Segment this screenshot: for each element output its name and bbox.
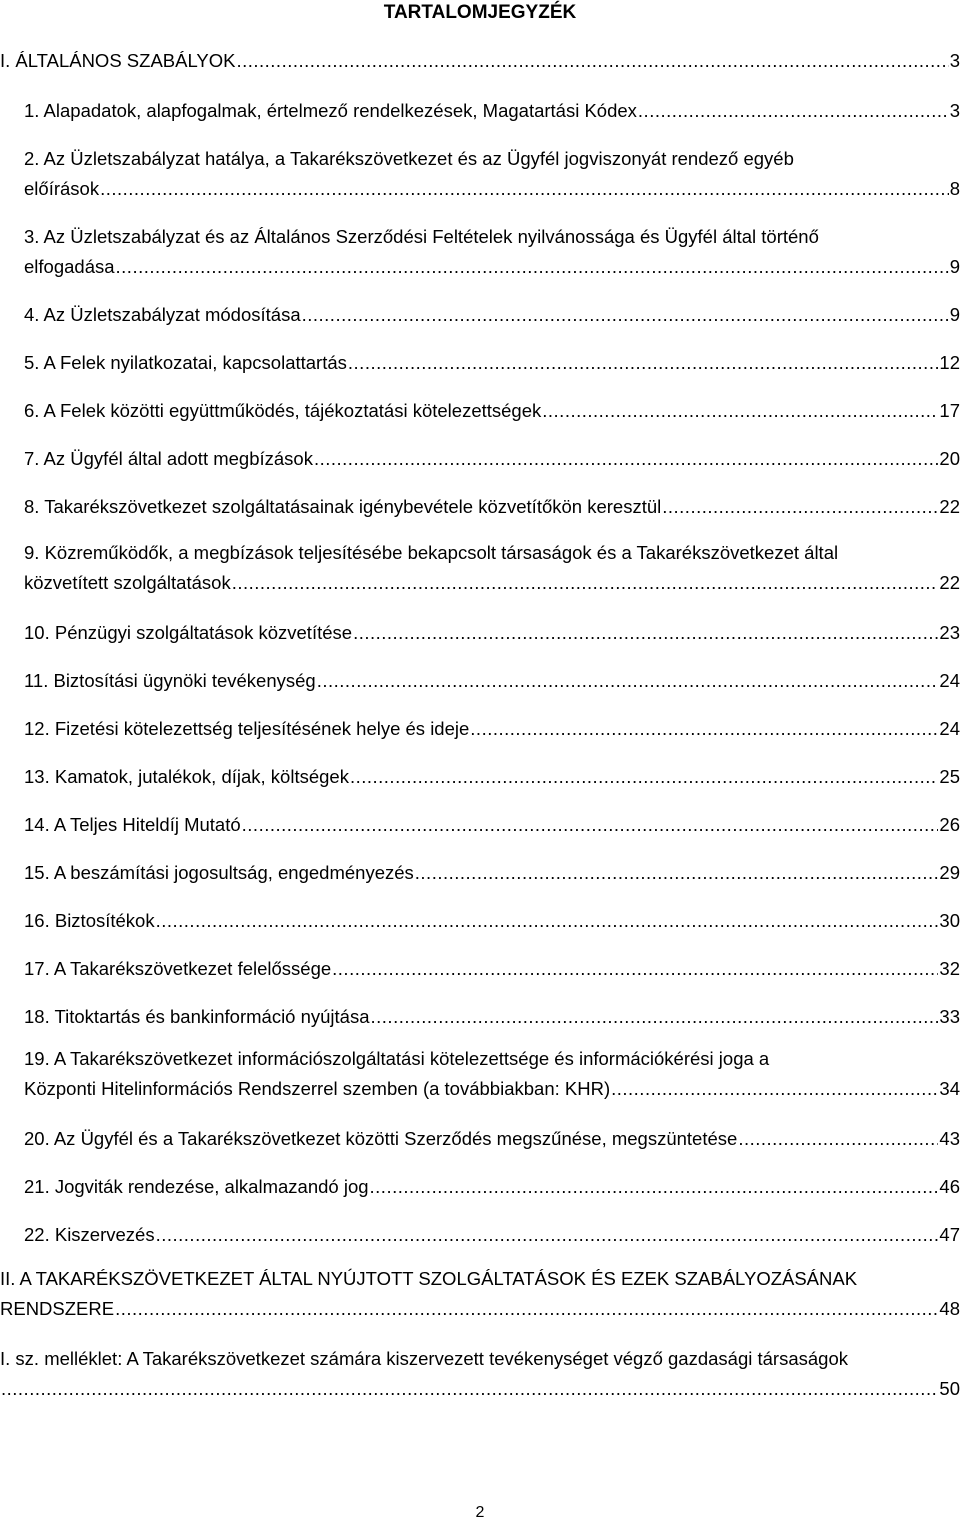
toc-entry-title: 5. A Felek nyilatkozatai, kapcsolattartás	[24, 352, 347, 373]
toc-entry[interactable]	[0, 1344, 960, 1404]
toc-leader-dots	[470, 714, 938, 744]
toc-entry[interactable]	[24, 1124, 960, 1154]
toc-page-number: 25	[939, 766, 960, 787]
toc-entry-title: 18. Titoktartás és bankinformáció nyújtása	[24, 1006, 370, 1027]
toc-page-number: 43	[939, 1128, 960, 1149]
toc-entry-title: 7. Az Ügyfél által adott megbízások	[24, 448, 313, 469]
toc-leader-dots	[242, 810, 939, 840]
toc-page-number: 9	[949, 256, 960, 277]
toc-leader-dots	[317, 666, 939, 696]
toc-entry-line	[24, 762, 960, 792]
toc-leader-dots	[236, 46, 948, 76]
toc-leader-dots	[611, 1074, 938, 1104]
toc-entry-line	[24, 96, 960, 126]
toc-page-number: 24	[939, 718, 960, 739]
toc-page-number: 50	[939, 1378, 960, 1399]
toc-entry-line	[24, 444, 960, 474]
toc-entry-title: 11. Biztosítási ügynöki tevékenység	[24, 670, 316, 691]
toc-entry-line	[24, 858, 960, 888]
toc-entry-title: 4. Az Üzletszabályzat módosítása	[24, 304, 301, 325]
toc-leader-dots	[332, 954, 938, 984]
toc-page-number: 3	[949, 50, 960, 71]
toc-entry-line	[24, 618, 960, 648]
toc-entry-line	[24, 300, 960, 330]
toc-entry-title: 12. Fizetési kötelezettség teljesítésének helye és ideje	[24, 718, 470, 739]
toc-entry-title: 8. Takarékszövetkezet szolgáltatásainak igénybevétele közvetítőkön keresztül	[24, 496, 662, 517]
toc-entry-line	[0, 1374, 960, 1404]
toc-entry-title: 22. Kiszervezés	[24, 1224, 155, 1245]
toc-entry[interactable]	[0, 46, 960, 76]
toc-entry[interactable]	[24, 1172, 960, 1202]
toc-leader-dots	[156, 1220, 939, 1250]
toc-entry-title: 20. Az Ügyfél és a Takarékszövetkezet közötti Szerződés megszűnése, megszüntetése	[24, 1128, 738, 1149]
toc-entry-title-line: 3. Az Üzletszabályzat és az Általános Szerződési Feltételek nyilvánossága és Ügyfél által történő	[24, 226, 819, 247]
toc-entry[interactable]	[24, 348, 960, 378]
toc-entry-title: közvetített szolgáltatások	[24, 572, 231, 593]
toc-leader-dots	[232, 568, 939, 598]
toc-leader-dots	[638, 96, 949, 126]
toc-leader-dots	[353, 618, 938, 648]
toc-entry-line	[24, 666, 960, 696]
toc-page-number: 12	[939, 352, 960, 373]
toc-entry-line	[24, 1172, 960, 1202]
toc-page-number: 23	[939, 622, 960, 643]
toc-page-number: 17	[939, 400, 960, 421]
toc-entry[interactable]	[24, 1220, 960, 1250]
toc-entry-title: elfogadása	[24, 256, 115, 277]
toc-entry-title: 16. Biztosítékok	[24, 910, 155, 931]
toc-entry-title-line: 2. Az Üzletszabályzat hatálya, a Takarékszövetkezet és az Ügyfél jogviszonyát rendező egyéb	[24, 148, 794, 169]
toc-entry-title: 15. A beszámítási jogosultság, engedményezés	[24, 862, 414, 883]
toc-entry-title: előírások	[24, 178, 100, 199]
toc-page-number: 29	[939, 862, 960, 883]
toc-leader-dots	[738, 1124, 938, 1154]
toc-entry-title: 1. Alapadatok, alapfogalmak, értelmező rendelkezések, Magatartási Kódex	[24, 100, 637, 121]
toc-page-number: 32	[939, 958, 960, 979]
toc-entry[interactable]	[24, 222, 960, 282]
toc-entry[interactable]	[24, 538, 960, 598]
toc-leader-dots	[100, 174, 949, 204]
toc-entry-line	[24, 492, 960, 522]
toc-entry-line	[24, 396, 960, 426]
toc-entry-line	[0, 46, 960, 76]
toc-title: TARTALOMJEGYZÉK	[383, 2, 577, 23]
toc-leader-dots	[662, 492, 938, 522]
toc-page-number: 47	[939, 1224, 960, 1245]
toc-entry-title: 13. Kamatok, jutalékok, díjak, költségek	[24, 766, 349, 787]
toc-page-number: 46	[939, 1176, 960, 1197]
toc-leader-dots	[350, 762, 938, 792]
toc-leader-dots	[314, 444, 938, 474]
toc-entry-title: 6. A Felek közötti együttműködés, tájékoztatási kötelezettségek	[24, 400, 542, 421]
toc-page-number: 22	[939, 572, 960, 593]
toc-leader-dots	[1, 1374, 938, 1404]
toc-page-number: 9	[949, 304, 960, 325]
toc-entry-line	[24, 1074, 960, 1104]
toc-entry[interactable]	[24, 810, 960, 840]
toc-leader-dots	[370, 1172, 939, 1202]
toc-leader-dots	[156, 906, 939, 936]
toc-entry[interactable]	[24, 396, 960, 426]
toc-page-number: 3	[949, 100, 960, 121]
toc-entry-title: 10. Pénzügyi szolgáltatások közvetítése	[24, 622, 353, 643]
toc-entry-line	[0, 1294, 960, 1324]
toc-leader-dots	[371, 1002, 939, 1032]
toc-page-number: 33	[939, 1006, 960, 1027]
toc-entry-title: I. ÁLTALÁNOS SZABÁLYOK	[0, 50, 236, 71]
toc-entry[interactable]	[0, 1264, 960, 1324]
toc-entry-title: Központi Hitelinformációs Rendszerrel szemben (a továbbiakban: KHR)	[24, 1078, 611, 1099]
toc-entry-line	[24, 568, 960, 598]
toc-entry[interactable]	[24, 144, 960, 204]
toc-entry-line	[24, 714, 960, 744]
toc-page-number: 34	[939, 1078, 960, 1099]
toc-page-number: 8	[949, 178, 960, 199]
toc-entry-line	[24, 348, 960, 378]
toc-leader-dots	[542, 396, 938, 426]
toc-entry[interactable]	[24, 762, 960, 792]
toc-leader-dots	[116, 252, 949, 282]
toc-entry[interactable]	[24, 300, 960, 330]
toc-page-number: 20	[939, 448, 960, 469]
toc-leader-dots	[302, 300, 949, 330]
toc-entry[interactable]	[24, 96, 960, 126]
toc-entry-title: 14. A Teljes Hiteldíj Mutató	[24, 814, 241, 835]
toc-entry[interactable]	[24, 714, 960, 744]
toc-entry[interactable]	[24, 1044, 960, 1104]
toc-page-number: 48	[939, 1298, 960, 1319]
toc-page-number: 26	[939, 814, 960, 835]
toc-leader-dots	[348, 348, 939, 378]
toc-page-number: 30	[939, 910, 960, 931]
page-number: 2	[475, 1504, 485, 1521]
toc-entry-line	[24, 906, 960, 936]
toc-entry[interactable]	[24, 492, 960, 522]
toc-entry-title-line: 19. A Takarékszövetkezet információszolgáltatási kötelezettsége és információkérési joga a	[24, 1048, 770, 1069]
toc-leader-dots	[115, 1294, 938, 1324]
toc-entry-line	[24, 252, 960, 282]
toc-entry-title-line: I. sz. melléklet: A Takarékszövetkezet számára kiszervezett tevékenységet végző gazdasági társaságok	[0, 1348, 848, 1369]
toc-leader-dots	[415, 858, 939, 888]
toc-entry-line	[24, 954, 960, 984]
toc-entry-line	[24, 1220, 960, 1250]
toc-entry-title-line: II. A TAKARÉKSZÖVETKEZET ÁLTAL NYÚJTOTT SZOLGÁLTATÁSOK ÉS EZEK SZABÁLYOZÁSÁNAK	[0, 1268, 858, 1289]
toc-entry-line	[24, 1124, 960, 1154]
toc-entry-title: 21. Jogviták rendezése, alkalmazandó jog	[24, 1176, 369, 1197]
toc-entry-title: 17. A Takarékszövetkezet felelőssége	[24, 958, 332, 979]
toc-entry[interactable]	[24, 858, 960, 888]
toc-entry[interactable]	[24, 666, 960, 696]
toc-page-number: 22	[939, 496, 960, 517]
toc-entry-line	[24, 810, 960, 840]
toc-entry-title: RENDSZERE	[0, 1298, 115, 1319]
toc-entry-line	[24, 1002, 960, 1032]
toc-page-number: 24	[939, 670, 960, 691]
toc-entry[interactable]	[24, 1002, 960, 1032]
toc-entry[interactable]	[24, 444, 960, 474]
toc-entry[interactable]	[24, 954, 960, 984]
toc-entry-line	[24, 174, 960, 204]
toc-entry-title-line: 9. Közreműködők, a megbízások teljesítésébe bekapcsolt társaságok és a Takarékszövetkezet által	[24, 542, 839, 563]
toc-entry[interactable]	[24, 906, 960, 936]
toc-entry[interactable]	[24, 618, 960, 648]
